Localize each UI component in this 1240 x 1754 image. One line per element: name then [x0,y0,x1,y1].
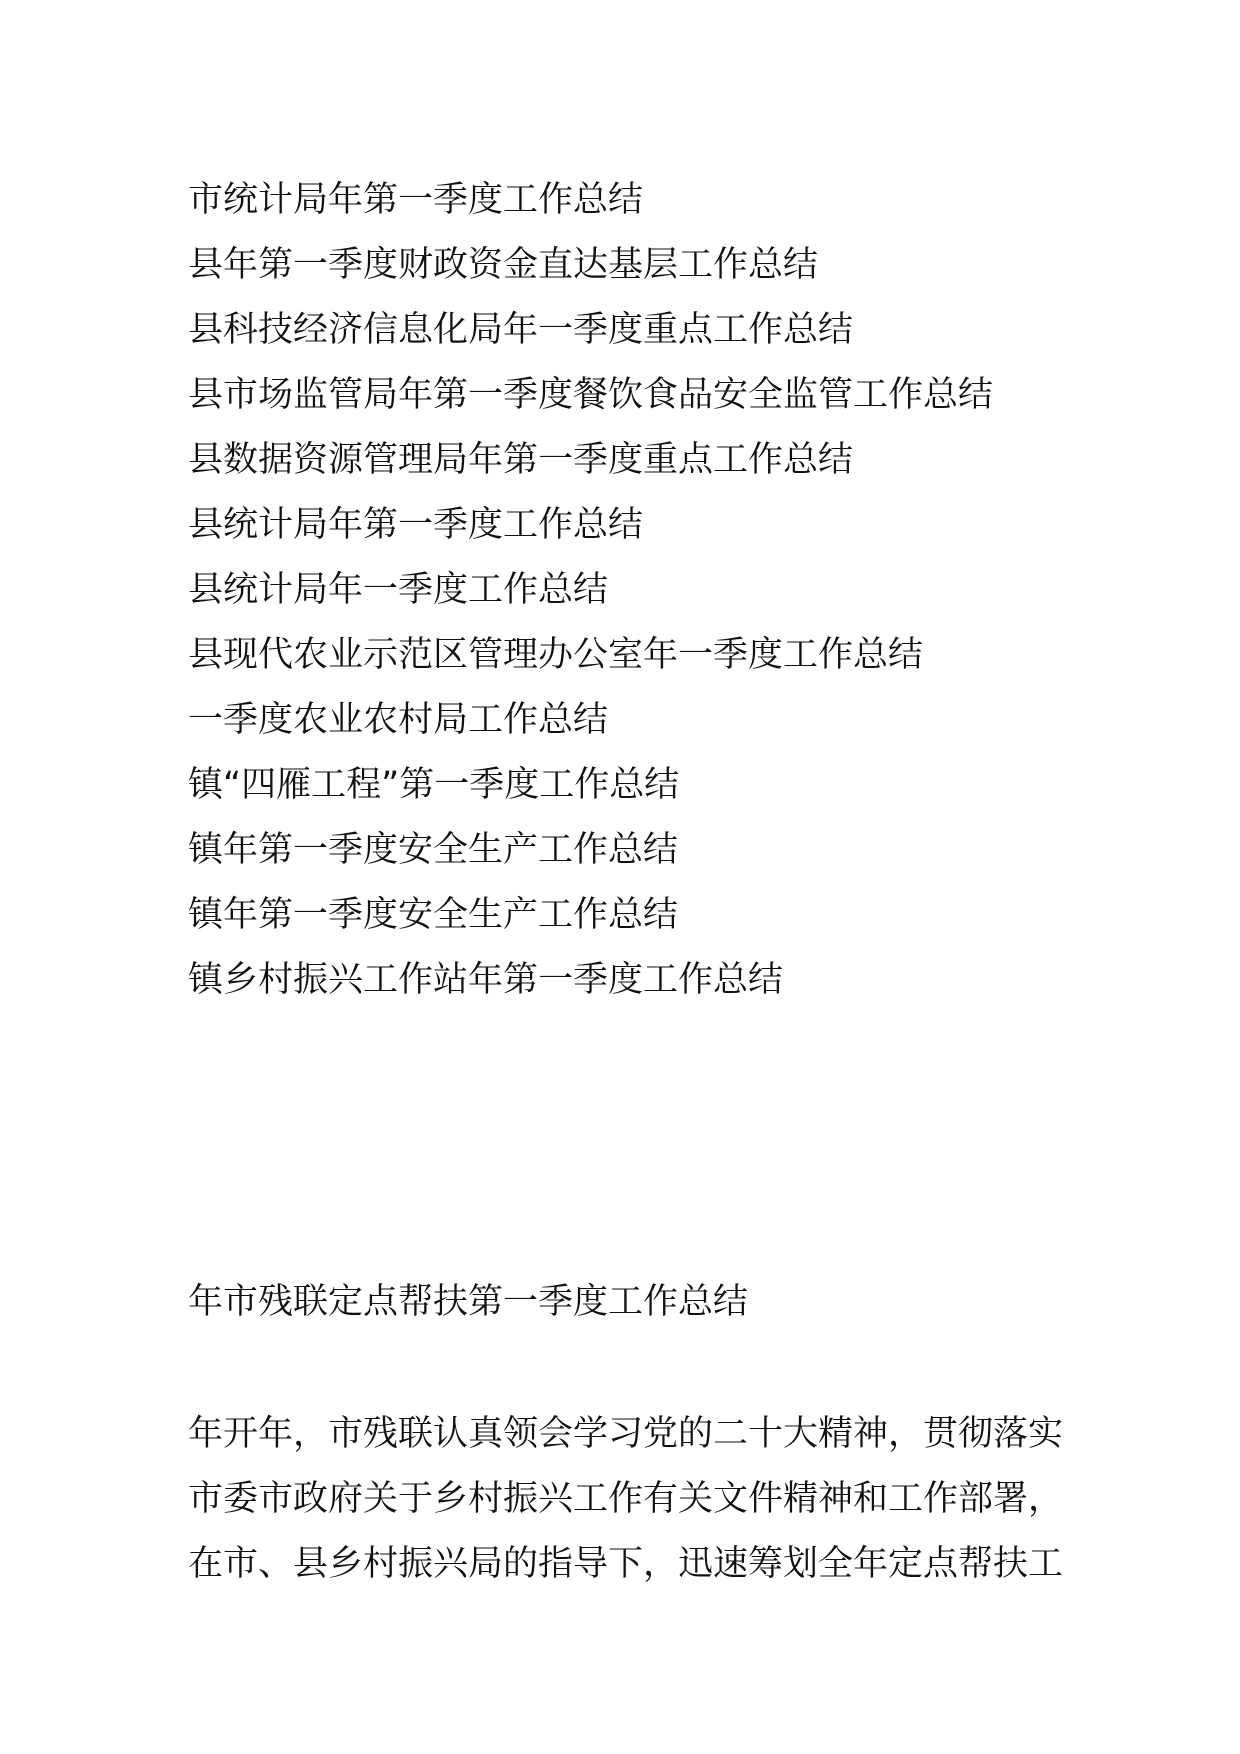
toc-item: 镇年第一季度安全生产工作总结 [188,895,679,935]
toc-item: 镇“四雁工程”第一季度工作总结 [188,765,680,805]
document-title: 年市残联定点帮扶第一季度工作总结 [188,1282,749,1322]
toc-item: 市统计局年第一季度工作总结 [188,180,644,220]
body-line: 市委市政府关于乡村振兴工作有关文件精神和工作部署， [188,1479,1064,1519]
toc-item: 县市场监管局年第一季度餐饮食品安全监管工作总结 [188,375,994,415]
body-line: 年开年，市残联认真领会学习党的二十大精神，贯彻落实 [188,1414,1064,1454]
toc-item: 镇乡村振兴工作站年第一季度工作总结 [188,960,784,1000]
toc-item: 县现代农业示范区管理办公室年一季度工作总结 [188,635,924,675]
table-of-contents [188,168,993,1013]
toc-item: 镇年第一季度安全生产工作总结 [188,830,679,870]
body-paragraph [188,1402,1068,1597]
body-line: 在市、县乡村振兴局的指导下，迅速筹划全年定点帮扶工 [188,1544,1064,1584]
toc-item: 一季度农业农村局工作总结 [188,700,609,740]
toc-item: 县统计局年第一季度工作总结 [188,505,644,545]
toc-item: 县统计局年一季度工作总结 [188,570,609,610]
toc-item: 县年第一季度财政资金直达基层工作总结 [188,245,819,285]
toc-item: 县科技经济信息化局年一季度重点工作总结 [188,310,854,350]
toc-item: 县数据资源管理局年第一季度重点工作总结 [188,440,854,480]
